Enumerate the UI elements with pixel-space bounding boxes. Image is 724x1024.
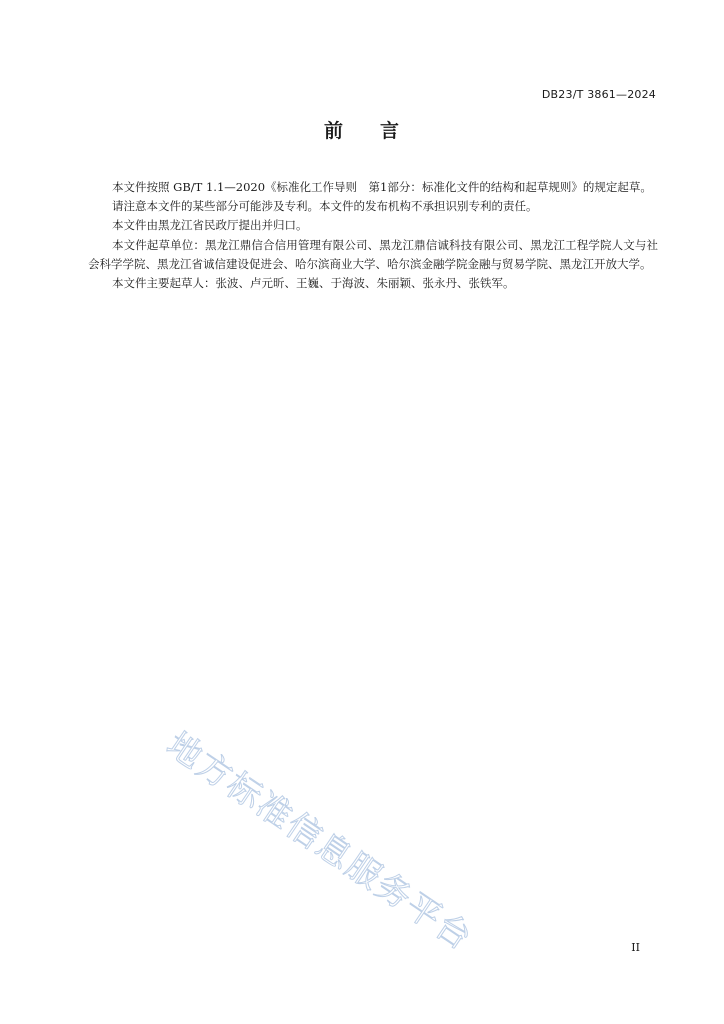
title-char-2: 言 [380,120,401,142]
page-number: II [631,941,640,954]
document-code: DB23/T 3861—2024 [541,88,656,101]
paragraph-proposer: 本文件由黑龙江省民政厅提出并归口。 [112,218,308,233]
paragraph-patent-notice: 请注意本文件的某些部分可能涉及专利。本文件的发布机构不承担识别专利的责任。 [112,199,538,214]
watermark: 地方标准信息服务平台 [159,724,480,960]
paragraph-drafters: 本文件主要起草人：张波、卢元昕、王巍、于海波、朱丽颖、张永丹、张铁军。 [112,276,515,291]
paragraph-drafting-rules: 本文件按照 GB/T 1.1—2020《标准化工作导则 第1部分：标准化文件的结构和起草规则》的规定起草。 [112,180,652,194]
paragraph-drafting-units: 本文件起草单位：黑龙江鼎信合信用管理有限公司、黑龙江鼎信诚科技有限公司、黑龙江工程学院人文与社会科学学院、黑龙江省诚信建设促进会、哈尔滨商业大学、哈尔滨金融学院金融与贸易学院、黑龙江开放大学。 [88,237,658,271]
title-char-1: 前 [323,120,344,142]
